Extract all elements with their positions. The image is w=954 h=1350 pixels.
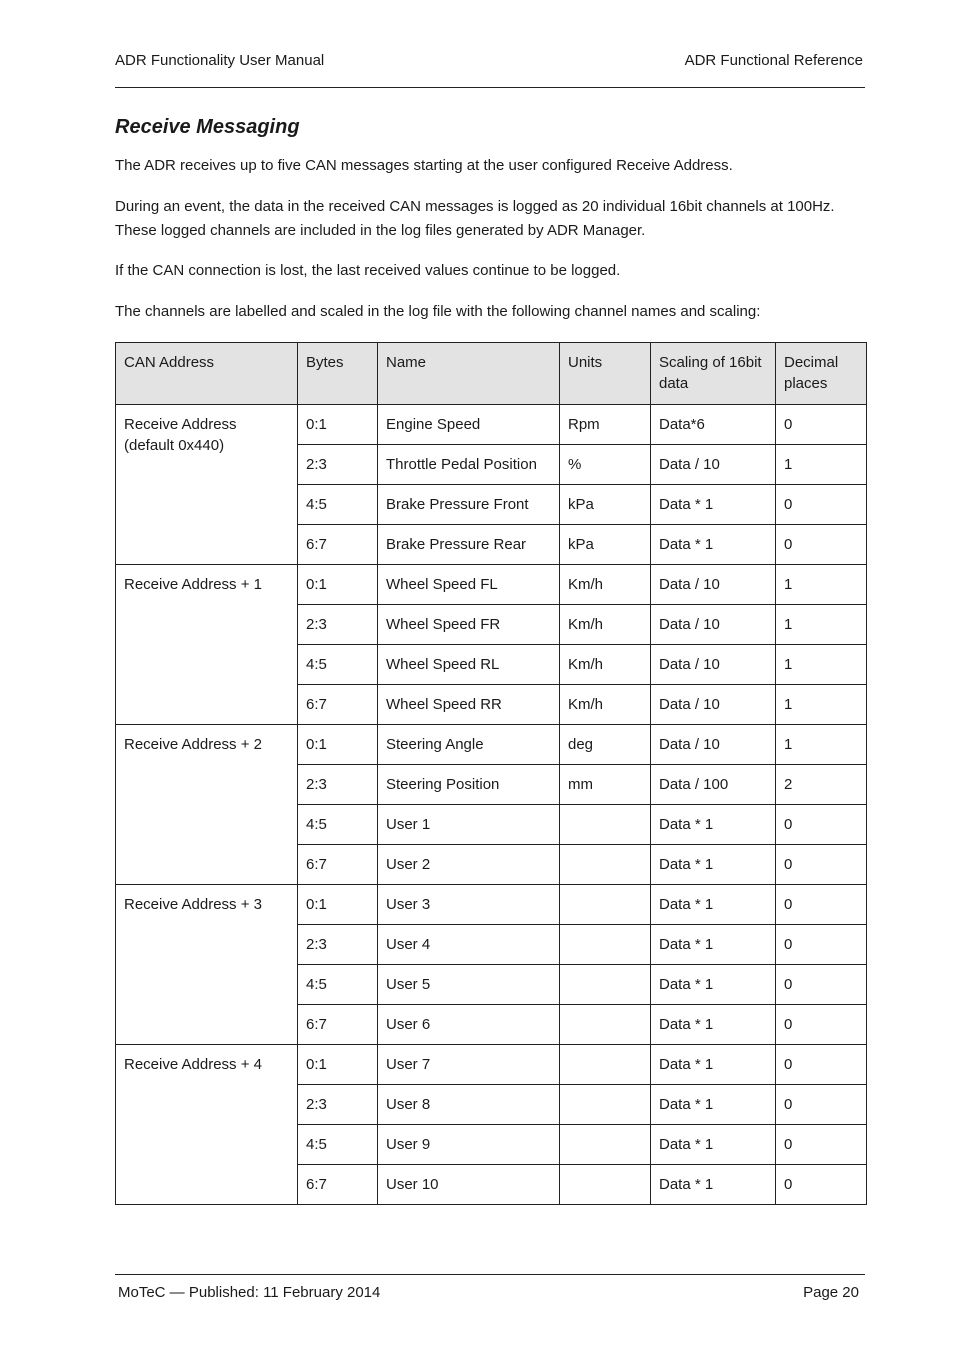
bytes-cell: 2:3 (298, 925, 378, 965)
table-row (116, 565, 867, 605)
paragraph: The ADR receives up to five CAN messages starting at the user configured Receive Address. (115, 157, 733, 174)
scaling-cell: Data * 1 (651, 925, 776, 965)
bytes-cell: 2:3 (298, 1085, 378, 1125)
units-cell: Km/h (560, 685, 651, 725)
scaling-cell: Data / 10 (651, 725, 776, 765)
scaling-cell: Data*6 (651, 405, 776, 445)
decimal-places-cell: 1 (776, 685, 867, 725)
channel-name-cell: User 9 (378, 1125, 560, 1165)
scaling-cell: Data * 1 (651, 1125, 776, 1165)
bytes-cell: 6:7 (298, 1005, 378, 1045)
section-title: Receive Messaging (115, 116, 300, 138)
column-header-decimal-places: Decimal places (776, 343, 867, 405)
scaling-cell: Data * 1 (651, 485, 776, 525)
table-row (116, 1045, 867, 1085)
scaling-cell: Data * 1 (651, 965, 776, 1005)
channel-name-cell: User 10 (378, 1165, 560, 1205)
scaling-cell: Data * 1 (651, 845, 776, 885)
units-cell: % (560, 445, 651, 485)
table-row (116, 725, 867, 765)
scaling-cell: Data * 1 (651, 1045, 776, 1085)
bytes-cell: 6:7 (298, 685, 378, 725)
channel-name-cell: Brake Pressure Rear (378, 525, 560, 565)
scaling-cell: Data * 1 (651, 1085, 776, 1125)
bytes-cell: 2:3 (298, 765, 378, 805)
scaling-cell: Data * 1 (651, 885, 776, 925)
units-cell: Km/h (560, 645, 651, 685)
decimal-places-cell: 1 (776, 605, 867, 645)
units-cell: Km/h (560, 605, 651, 645)
channel-name-cell: Steering Position (378, 765, 560, 805)
channel-name-cell: Steering Angle (378, 725, 560, 765)
units-cell: Rpm (560, 405, 651, 445)
paragraph: During an event, the data in the received CAN messages is logged as 20 individual 16bit channels at 100Hz. These logged channels are included in the log files generated by ADR Manager. (115, 198, 835, 239)
channel-name-cell: Wheel Speed RR (378, 685, 560, 725)
decimal-places-cell: 0 (776, 965, 867, 1005)
decimal-places-cell: 0 (776, 485, 867, 525)
channel-name-cell: Brake Pressure Front (378, 485, 560, 525)
units-cell (560, 1005, 651, 1045)
can-address-cell: Receive Address + 1 (116, 565, 298, 725)
scaling-cell: Data * 1 (651, 805, 776, 845)
units-cell: kPa (560, 485, 651, 525)
bytes-cell: 0:1 (298, 885, 378, 925)
channel-name-cell: Wheel Speed RL (378, 645, 560, 685)
bytes-cell: 4:5 (298, 805, 378, 845)
units-cell (560, 925, 651, 965)
units-cell (560, 1085, 651, 1125)
paragraph: The channels are labelled and scaled in the log file with the following channel names and scaling: (115, 303, 761, 320)
bytes-cell: 4:5 (298, 1125, 378, 1165)
footer-publisher: MoTeC — Published: 11 February 2014 (118, 1284, 381, 1301)
decimal-places-cell: 0 (776, 1085, 867, 1125)
channel-name-cell: Throttle Pedal Position (378, 445, 560, 485)
header-divider (115, 87, 865, 88)
channel-name-cell: User 8 (378, 1085, 560, 1125)
decimal-places-cell: 0 (776, 1005, 867, 1045)
decimal-places-cell: 0 (776, 1165, 867, 1205)
decimal-places-cell: 0 (776, 1045, 867, 1085)
column-header-scaling: Scaling of 16bit data (651, 343, 776, 405)
table-row (116, 885, 867, 925)
scaling-cell: Data / 10 (651, 685, 776, 725)
decimal-places-cell: 0 (776, 925, 867, 965)
column-header-can-address: CAN Address (116, 343, 298, 405)
decimal-places-cell: 1 (776, 445, 867, 485)
decimal-places-cell: 0 (776, 845, 867, 885)
bytes-cell: 0:1 (298, 405, 378, 445)
units-cell: mm (560, 765, 651, 805)
decimal-places-cell: 0 (776, 1125, 867, 1165)
channel-name-cell: User 1 (378, 805, 560, 845)
scaling-cell: Data * 1 (651, 1165, 776, 1205)
channel-name-cell: Wheel Speed FL (378, 565, 560, 605)
decimal-places-cell: 1 (776, 725, 867, 765)
units-cell (560, 805, 651, 845)
channel-name-cell: User 6 (378, 1005, 560, 1045)
scaling-cell: Data * 1 (651, 525, 776, 565)
units-cell (560, 845, 651, 885)
scaling-cell: Data / 10 (651, 445, 776, 485)
bytes-cell: 6:7 (298, 1165, 378, 1205)
bytes-cell: 0:1 (298, 725, 378, 765)
table-header-row (116, 343, 867, 405)
header-manual-title: ADR Functionality User Manual (115, 52, 325, 69)
units-cell (560, 965, 651, 1005)
can-address-cell: Receive Address (default 0x440) (116, 405, 298, 565)
bytes-cell: 4:5 (298, 965, 378, 1005)
units-cell (560, 1165, 651, 1205)
footer-divider (115, 1274, 865, 1275)
decimal-places-cell: 0 (776, 885, 867, 925)
column-header-bytes: Bytes (298, 343, 378, 405)
channel-name-cell: Wheel Speed FR (378, 605, 560, 645)
scaling-cell: Data / 10 (651, 645, 776, 685)
decimal-places-cell: 2 (776, 765, 867, 805)
decimal-places-cell: 1 (776, 645, 867, 685)
scaling-cell: Data / 10 (651, 565, 776, 605)
header-section-title: ADR Functional Reference (684, 52, 863, 69)
table-body (116, 405, 867, 1205)
channel-name-cell: User 7 (378, 1045, 560, 1085)
decimal-places-cell: 1 (776, 565, 867, 605)
bytes-cell: 0:1 (298, 565, 378, 605)
scaling-cell: Data * 1 (651, 1005, 776, 1045)
channel-name-cell: User 4 (378, 925, 560, 965)
units-cell (560, 1045, 651, 1085)
paragraph: If the CAN connection is lost, the last received values continue to be logged. (115, 262, 621, 279)
scaling-cell: Data / 100 (651, 765, 776, 805)
can-address-cell: Receive Address + 2 (116, 725, 298, 885)
bytes-cell: 6:7 (298, 845, 378, 885)
decimal-places-cell: 0 (776, 405, 867, 445)
decimal-places-cell: 0 (776, 805, 867, 845)
channel-name-cell: User 2 (378, 845, 560, 885)
bytes-cell: 2:3 (298, 605, 378, 645)
column-header-name: Name (378, 343, 560, 405)
units-cell: Km/h (560, 565, 651, 605)
units-cell (560, 885, 651, 925)
decimal-places-cell: 0 (776, 525, 867, 565)
units-cell: kPa (560, 525, 651, 565)
can-address-cell: Receive Address + 4 (116, 1045, 298, 1205)
bytes-cell: 0:1 (298, 1045, 378, 1085)
channel-name-cell: User 3 (378, 885, 560, 925)
units-cell (560, 1125, 651, 1165)
bytes-cell: 6:7 (298, 525, 378, 565)
can-address-cell: Receive Address + 3 (116, 885, 298, 1045)
bytes-cell: 4:5 (298, 645, 378, 685)
scaling-cell: Data / 10 (651, 605, 776, 645)
channel-name-cell: Engine Speed (378, 405, 560, 445)
channel-table (115, 342, 867, 1205)
channel-name-cell: User 5 (378, 965, 560, 1005)
table-row (116, 405, 867, 445)
bytes-cell: 4:5 (298, 485, 378, 525)
units-cell: deg (560, 725, 651, 765)
column-header-units: Units (560, 343, 651, 405)
bytes-cell: 2:3 (298, 445, 378, 485)
page-number: Page 20 (803, 1284, 859, 1301)
